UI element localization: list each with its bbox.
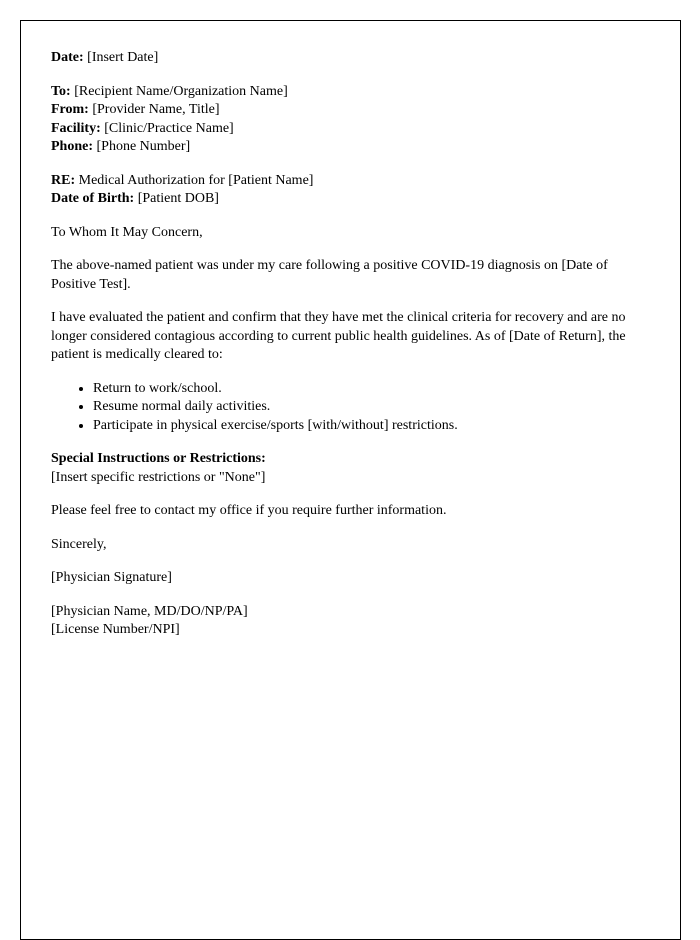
- bullet-return-work: • Return to work/school.: [93, 380, 650, 399]
- paragraph-evaluation: I have evaluated the patient and confirm that they have met the clinical criteria for recovery and are no longer considered contagious according to current public health guidelines. As of [Date of Return], the patient is medically cleared to:: [51, 310, 626, 362]
- facility-label: Facility:: [51, 120, 101, 136]
- from-value: [Provider Name, Title]: [92, 102, 220, 117]
- facility-line: [51, 120, 650, 139]
- physician-name-line: [Physician Name, MD/DO/NP/PA]: [51, 603, 248, 619]
- paragraph-diagnosis: The above-named patient was under my care following a positive COVID-19 diagnosis on [Date of Positive Test].: [51, 258, 608, 292]
- facility-value: [Clinic/Practice Name]: [104, 120, 234, 136]
- special-instructions-heading: [51, 450, 650, 469]
- bullet-resume-activities: • Resume normal daily activities.: [93, 398, 650, 417]
- bullet-exercise: • Participate in physical exercise/sports [with/without] restrictions.: [93, 417, 650, 436]
- from-label: From:: [51, 102, 89, 117]
- special-instructions-label: Special Instructions or Restrictions:: [51, 451, 266, 466]
- re-value: Medical Authorization for [Patient Name]: [78, 172, 314, 188]
- date-label: Date:: [51, 50, 84, 65]
- to-label: To:: [51, 83, 71, 99]
- phone-label: Phone:: [51, 139, 93, 154]
- re-line: [51, 172, 650, 191]
- to-line: [51, 83, 650, 102]
- letter-document: [20, 20, 681, 940]
- signoff: Sincerely,: [51, 536, 107, 552]
- credentials-block: [51, 603, 650, 640]
- phone-line: [51, 138, 650, 157]
- re-block: [51, 172, 650, 209]
- dob-line: [51, 190, 650, 209]
- phone-value: [Phone Number]: [96, 139, 191, 154]
- salutation: To Whom It May Concern,: [51, 224, 203, 240]
- special-instructions-value: [Insert specific restrictions or "None"]: [51, 469, 266, 485]
- signature-placeholder: [Physician Signature]: [51, 570, 172, 585]
- license-number-line: [License Number/NPI]: [51, 622, 180, 637]
- to-value: [Recipient Name/Organization Name]: [74, 83, 288, 99]
- recipient-header-block: [51, 83, 650, 157]
- from-line: [51, 101, 650, 120]
- date-line: [51, 49, 650, 68]
- special-instructions-block: [51, 450, 650, 487]
- closing-paragraph: Please feel free to contact my office if you require further information.: [51, 503, 447, 518]
- date-value: [Insert Date]: [87, 50, 159, 65]
- dob-value: [Patient DOB]: [137, 191, 219, 206]
- dob-label: Date of Birth:: [51, 191, 135, 206]
- clearance-bullet-list: [51, 380, 650, 436]
- re-label: RE:: [51, 172, 76, 188]
